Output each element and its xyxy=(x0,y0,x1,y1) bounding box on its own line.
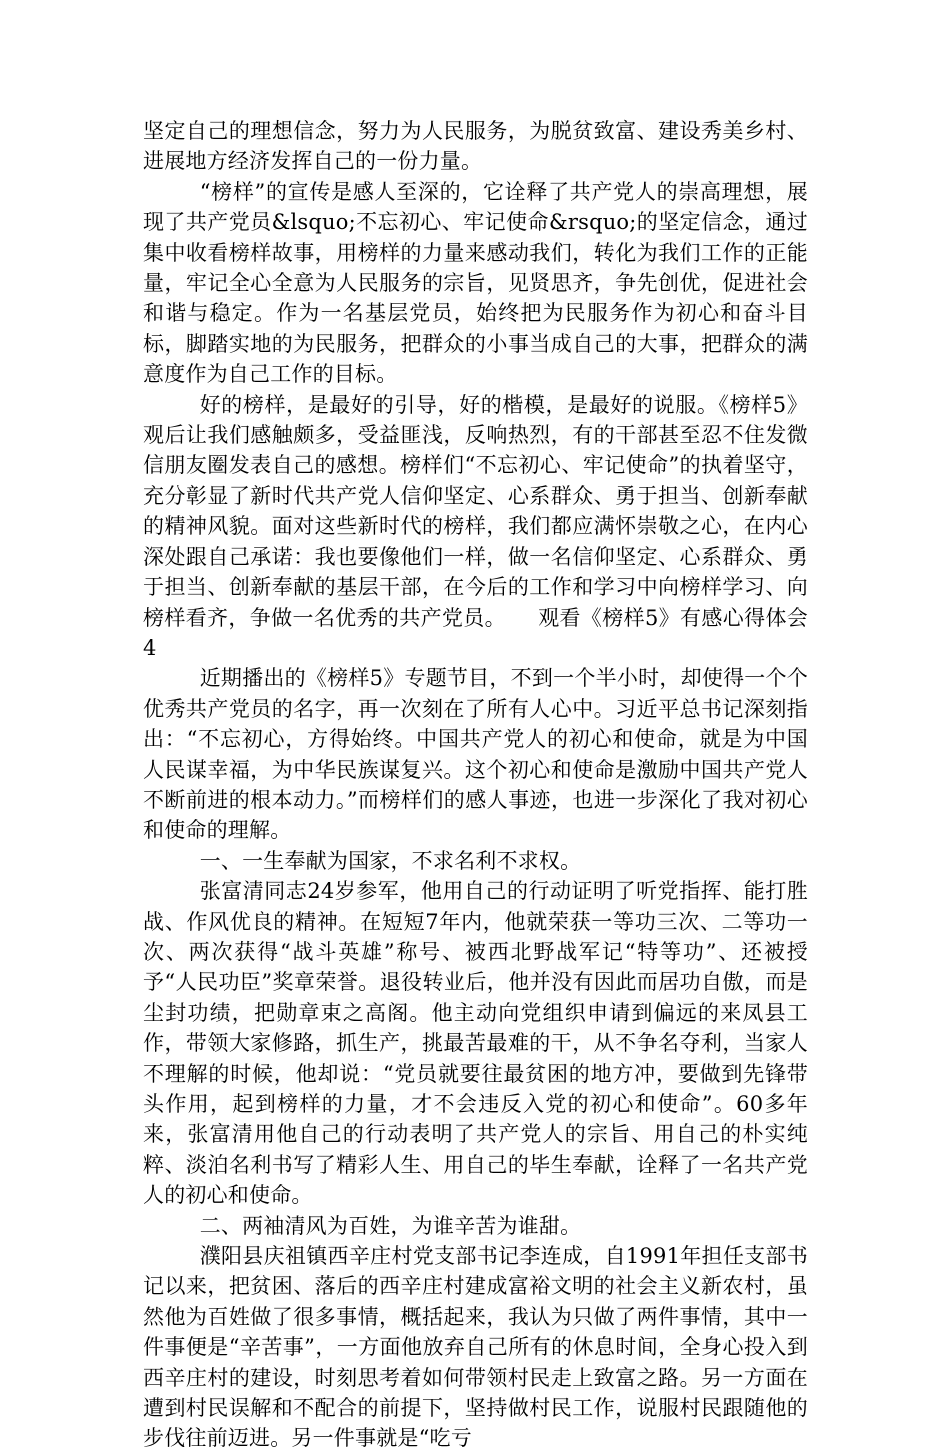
paragraph-4: 近期播出的《榜样5》专题节目，不到一个半小时，却使得一个个优秀共产党员的名字，再一次刻在了所有人心中。习近平总书记深刻指出：“不忘初心，方得始终。中国共产党人的初心和使命，就是为中国人民谋幸福，为中华民族谋复兴。这个初心和使命是激励中国共产党人不断前进的根本动力。”而榜样们的感人事迹，也进一步深化了我对初心和使命的理解。 xyxy=(143,666,808,843)
paragraph-5: 张富清同志24岁参军，他用自己的行动证明了听党指挥、能打胜战、作风优良的精神。在短短7年内，他就荣获一等功三次、二等功一次、两次获得“战斗英雄”称号、被西北野战军记“特等功”、还被授予“人民功臣”奖章荣誉。退役转业后，他并没有因此而居功自傲，而是尘封功绩，把勋章束之高阁。他主动向党组织申请到偏远的来凤县工作，带领大家修路，抓生产，挑最苦最难的干，从不争名夺利，当家人不理解的时候，他却说：“党员就要往最贫困的地方冲，要做到先锋带头作用，起到榜样的力量，才不会违反入党的初心和使命”。60多年来，张富清用他自己的行动表明了共产党人的宗旨、用自己的朴实纯粹、淡泊名利书写了精彩人生、用自己的毕生奉献，诠释了一名共产党人的初心和使命。 xyxy=(143,879,808,1208)
paragraph-3: 好的榜样，是最好的引导，好的楷模，是最好的说服。《榜样5》观后让我们感触颇多，受益匪浅，反响热烈，有的干部甚至忍不住发微信朋友圈发表自己的感想。榜样们“不忘初心、牢记使命”的执着坚守，充分彰显了新时代共产党人信仰坚定、心系群众、勇于担当、创新奉献的精神风貌。面对这些新时代的榜样，我们都应满怀崇敬之心，在内心深处跟自己承诺：我也要像他们一样，做一名信仰坚定、心系群众、勇于担当、创新奉献的基层干部，在今后的工作和学习中向榜样学习、向榜样看齐，争做一名优秀的共产党员。 观看《榜样5》有感心得体会4 xyxy=(143,392,808,660)
paragraph-2: “榜样”的宣传是感人至深的，它诠释了共产党人的崇高理想，展现了共产党员&lsquo;不忘初心、牢记使命&rsquo;的坚定信念，通过集中收看榜样故事，用榜样的力量来感动我们，转化为我们工作的正能量，牢记全心全意为人民服务的宗旨，见贤思齐，争先创优，促进社会和谐与稳定。作为一名基层党员，始终把为民服务作为初心和奋斗目标，脚踏实地的为民服务，把群众的小事当成自己的大事，把群众的满意度作为自己工作的目标。 xyxy=(143,179,808,387)
section-heading-1: 一、一生奉献为国家，不求名利不求权。 xyxy=(199,848,582,873)
section-heading-2: 二、两袖清风为百姓，为谁辛苦为谁甜。 xyxy=(199,1213,582,1238)
document-page xyxy=(143,116,808,1454)
paragraph-6: 濮阳县庆祖镇西辛庄村党支部书记李连成，自1991年担任支部书记以来，把贫困、落后的西辛庄村建成富裕文明的社会主义新农村，虽然他为百姓做了很多事情，概括起来，我认为只做了两件事情，其中一件事便是“辛苦事”，一方面他放弃自己所有的休息时间，全身心投入到西辛庄村的建设，时刻思考着如何带领村民走上致富之路。另一方面在遭到村民误解和不配合的前提下，坚持做村民工作，说服村民跟随他的步伐往前迈进。另一件事就是“吃亏 xyxy=(143,1244,808,1451)
paragraph-1: 坚定自己的理想信念，努力为人民服务，为脱贫致富、建设秀美乡村、进展地方经济发挥自己的一份力量。 xyxy=(143,119,808,174)
